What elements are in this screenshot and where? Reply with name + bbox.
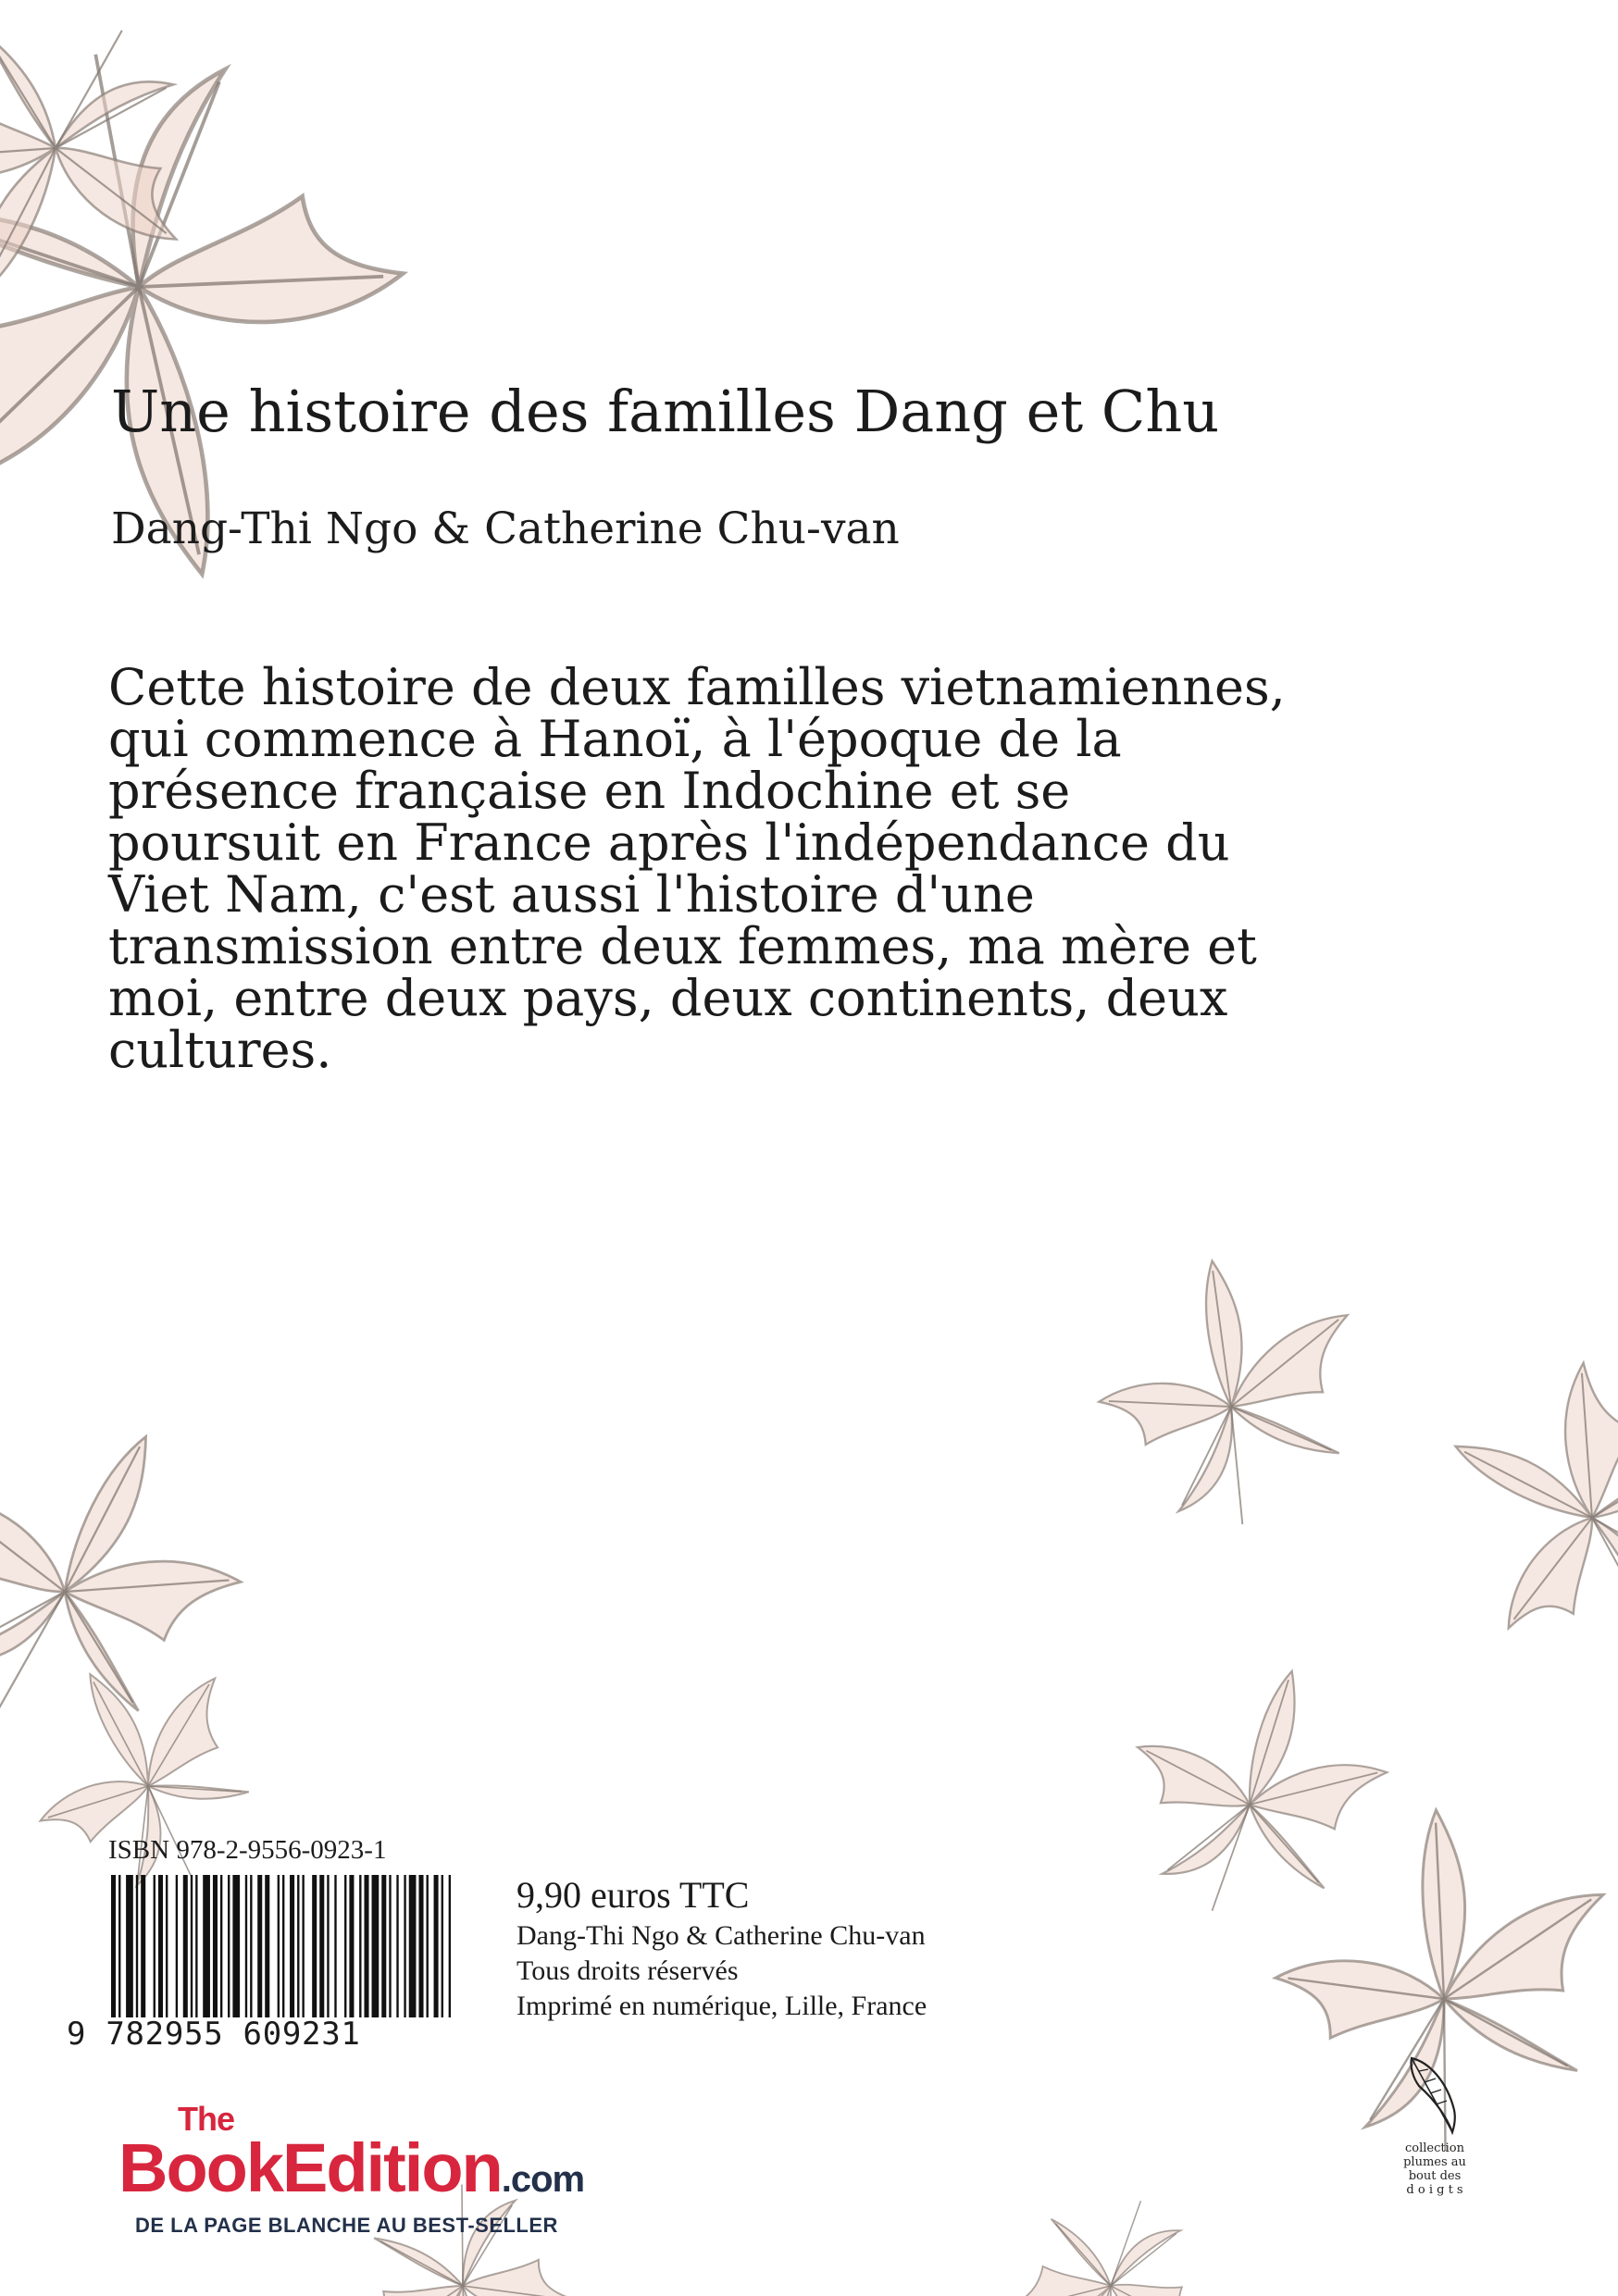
barcode-bar [297,1875,299,2017]
publisher-domain: .com [501,2159,585,2200]
barcode-bar [195,1875,197,2017]
blurb-line: Viet Nam, c'est aussi l'histoire d'une [108,865,1035,924]
barcode-bar [141,1875,145,2017]
barcode-bar [136,1875,138,2017]
barcode-bar [111,1875,116,2017]
collection-line: d o i g t s [1406,2183,1463,2197]
barcode-bar [191,1875,193,2017]
barcode-bar [372,1875,380,2017]
barcode-bar [396,1875,398,2017]
leaf-illustration-right-edge [1403,1332,1618,1684]
collection-text [1384,2141,1486,2197]
collection-line: collection [1405,2141,1464,2155]
rights-block [517,1918,927,2024]
publisher-logo-name [118,2130,584,2217]
barcode-bar [232,1875,240,2017]
barcode-digits: 9 782955 609231 [67,2016,361,2053]
blurb-line: Cette histoire de deux familles vietnamiennes, [108,658,1286,716]
barcode-bar [183,1875,188,2017]
barcode-bar [409,1875,417,2017]
barcode-bar [278,1875,280,2017]
blurb-line: moi, entre deux pays, deux continents, deux [108,969,1228,1027]
barcode-bar [265,1875,269,2017]
book-title: Une histoire des familles Dang et Chu [111,378,1220,445]
barcode-bar [334,1875,336,2017]
blurb-line: cultures. [108,1021,332,1079]
leaf-illustration-left-mid [0,1377,277,1778]
barcode-bar [158,1875,163,2017]
barcode-bar [228,1875,230,2017]
barcode-bar [449,1875,451,2017]
barcode-bar [290,1875,294,2017]
publisher-name: BookEdition [118,2129,502,2206]
barcode-bar [344,1875,346,2017]
leaf-illustration-center-low [1112,1647,1401,1937]
barcode-bar [442,1875,443,2017]
blurb-line: qui commence à Hanoï, à l'époque de la [108,710,1122,768]
blurb-line: poursuit en France après l'indépendance du [108,813,1230,872]
barcode-bar [434,1875,439,2017]
barcode-bar [319,1875,324,2017]
barcode-bar [213,1875,218,2017]
barcode-bar [245,1875,247,2017]
rights-line: Imprimé en numérique, Lille, France [517,1991,927,2021]
leaf-illustration-bottom [989,2180,1221,2296]
barcode-bar [176,1875,178,2017]
barcode-bar [427,1875,429,2017]
rights-line: Dang-Thi Ngo & Catherine Chu-van [517,1920,926,1951]
collection-line: bout des [1408,2169,1462,2183]
collection-mark [1384,2053,1486,2197]
barcode-bar [257,1875,262,2017]
barcode-bars [111,1875,454,2017]
collection-line: plumes au [1403,2155,1466,2169]
blurb-line: transmission entre deux femmes, ma mère et [108,917,1257,975]
barcode-bar [418,1875,423,2017]
publisher-logo [118,2100,655,2278]
blurb-line: présence française en Indochine et se [108,762,1071,820]
barcode-bar [250,1875,252,2017]
barcode-bar [154,1875,156,2017]
book-authors: Dang-Thi Ngo & Catherine Chu-van [111,503,900,554]
barcode-bar [312,1875,317,2017]
barcode-bar [203,1875,210,2017]
barcode-bar [282,1875,284,2017]
barcode-bar [118,1875,120,2017]
barcode-bar [359,1875,361,2017]
rights-line: Tous droits réservés [517,1955,739,1986]
publisher-tagline: DE LA PAGE BLANCHE AU BEST-SELLER [135,2214,558,2237]
barcode-bar [166,1875,168,2017]
barcode-bar [349,1875,354,2017]
barcode-bar [389,1875,391,2017]
isbn-label: ISBN 978-2-9556-0923-1 [108,1835,387,1865]
barcode-bar [364,1875,368,2017]
feather-quill-icon [1400,2053,1465,2136]
price: 9,90 euros TTC [517,1874,750,1916]
barcode-bar [126,1875,133,2017]
barcode-bar [302,1875,304,2017]
leaf-illustration-right-mid [1071,1231,1392,1552]
back-cover-blurb [108,658,1286,1079]
barcode-bar [220,1875,222,2017]
publisher-logo-the: The [178,2100,235,2138]
barcode-bar [327,1875,329,2017]
barcode [111,1875,454,2017]
barcode-bar [381,1875,386,2017]
barcode-bar [404,1875,405,2017]
